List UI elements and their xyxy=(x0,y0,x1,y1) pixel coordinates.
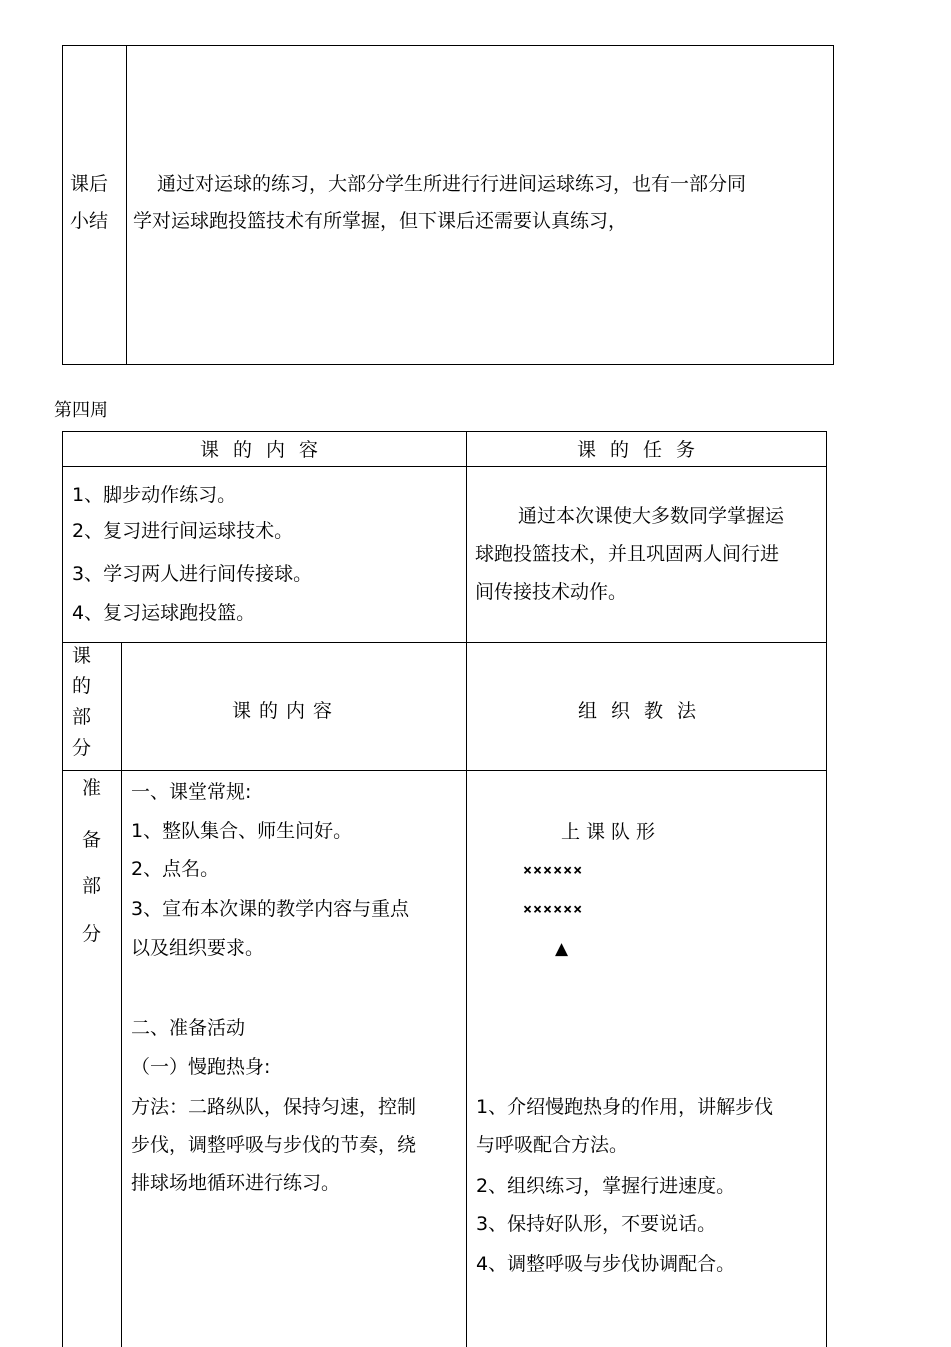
prep-part-char: 部 xyxy=(82,875,102,897)
table-border-top xyxy=(62,45,834,46)
table-border-left xyxy=(62,45,63,365)
prep-content-line: 2、点名。 xyxy=(131,858,220,880)
content-divider xyxy=(62,642,827,643)
table-border-right xyxy=(833,45,834,365)
summary-label-line2: 小结 xyxy=(70,210,109,232)
prep-content-line: 步伐，调整呼吸与步伐的节奏，绕 xyxy=(131,1134,417,1156)
task-line: 球跑投篮技术，并且巩固两人间行进 xyxy=(475,543,780,565)
summary-label-line1: 课后 xyxy=(70,173,109,195)
teacher-triangle-icon: ▲ xyxy=(555,939,569,959)
section-method-header: 组织教法 xyxy=(578,700,711,722)
prep-part-char: 分 xyxy=(82,923,102,945)
content-item: 4、复习运球跑投篮。 xyxy=(72,602,256,624)
task-header: 课的任务 xyxy=(577,439,710,461)
formation-title: 上课队形 xyxy=(561,821,662,843)
prep-content-line: 二、准备活动 xyxy=(131,1017,246,1039)
summary-text-line1: 通过对运球的练习，大部分学生所进行行进间运球练习，也有一部分同 xyxy=(157,173,747,195)
week-heading: 第四周 xyxy=(54,400,108,421)
part-header-char: 课 xyxy=(72,645,92,667)
content-item: 3、学习两人进行间传接球。 xyxy=(72,563,313,585)
content-item: 1、脚步动作练习。 xyxy=(72,484,237,506)
prep-content-line: 排球场地循环进行练习。 xyxy=(131,1172,341,1194)
method-item: 4、调整呼吸与步伐协调配合。 xyxy=(476,1253,736,1275)
section-header-divider xyxy=(62,770,827,771)
prep-content-line: 一、课堂常规: xyxy=(131,781,252,803)
content-header: 课的内容 xyxy=(200,439,333,461)
method-item: 2、组织练习，掌握行进速度。 xyxy=(476,1175,736,1197)
table-divider xyxy=(126,45,127,365)
content-item: 2、复习进行间运球技术。 xyxy=(72,520,294,542)
part-column-divider xyxy=(121,642,122,1347)
part-header-char: 的 xyxy=(72,675,92,697)
method-item: 1、介绍慢跑热身的作用，讲解步伐 xyxy=(476,1096,774,1118)
method-item: 3、保持好队形，不要说话。 xyxy=(476,1213,717,1235)
prep-part-char: 备 xyxy=(82,829,102,851)
prep-content-line: 1、整队集合、师生问好。 xyxy=(131,820,353,842)
section-content-header: 课的内容 xyxy=(232,700,341,722)
task-line: 间传接技术动作。 xyxy=(475,581,628,603)
part-header-char: 分 xyxy=(72,737,92,759)
formation-row: ×××××× xyxy=(523,900,584,918)
prep-content-line: 以及组织要求。 xyxy=(131,937,265,959)
task-line: 通过本次课使大多数同学掌握运 xyxy=(518,505,785,527)
summary-text-line2: 学对运球跑投篮技术有所掌握，但下课后还需要认真练习， xyxy=(133,210,628,232)
method-item: 与呼吸配合方法。 xyxy=(476,1134,629,1156)
prep-content-line: 3、宣布本次课的教学内容与重点 xyxy=(131,898,410,920)
prep-part-char: 准 xyxy=(82,777,102,799)
lesson-border-top xyxy=(62,431,827,432)
lesson-middle-divider xyxy=(466,431,467,1347)
prep-content-line: （一）慢跑热身: xyxy=(131,1056,271,1078)
table-border-bottom xyxy=(62,364,834,365)
formation-row: ×××××× xyxy=(523,861,584,879)
prep-content-line: 方法：二路纵队，保持匀速，控制 xyxy=(131,1096,417,1118)
header-divider xyxy=(62,466,827,467)
part-header-char: 部 xyxy=(72,706,92,728)
lesson-border-left xyxy=(62,431,63,1347)
lesson-border-right xyxy=(826,431,827,1347)
